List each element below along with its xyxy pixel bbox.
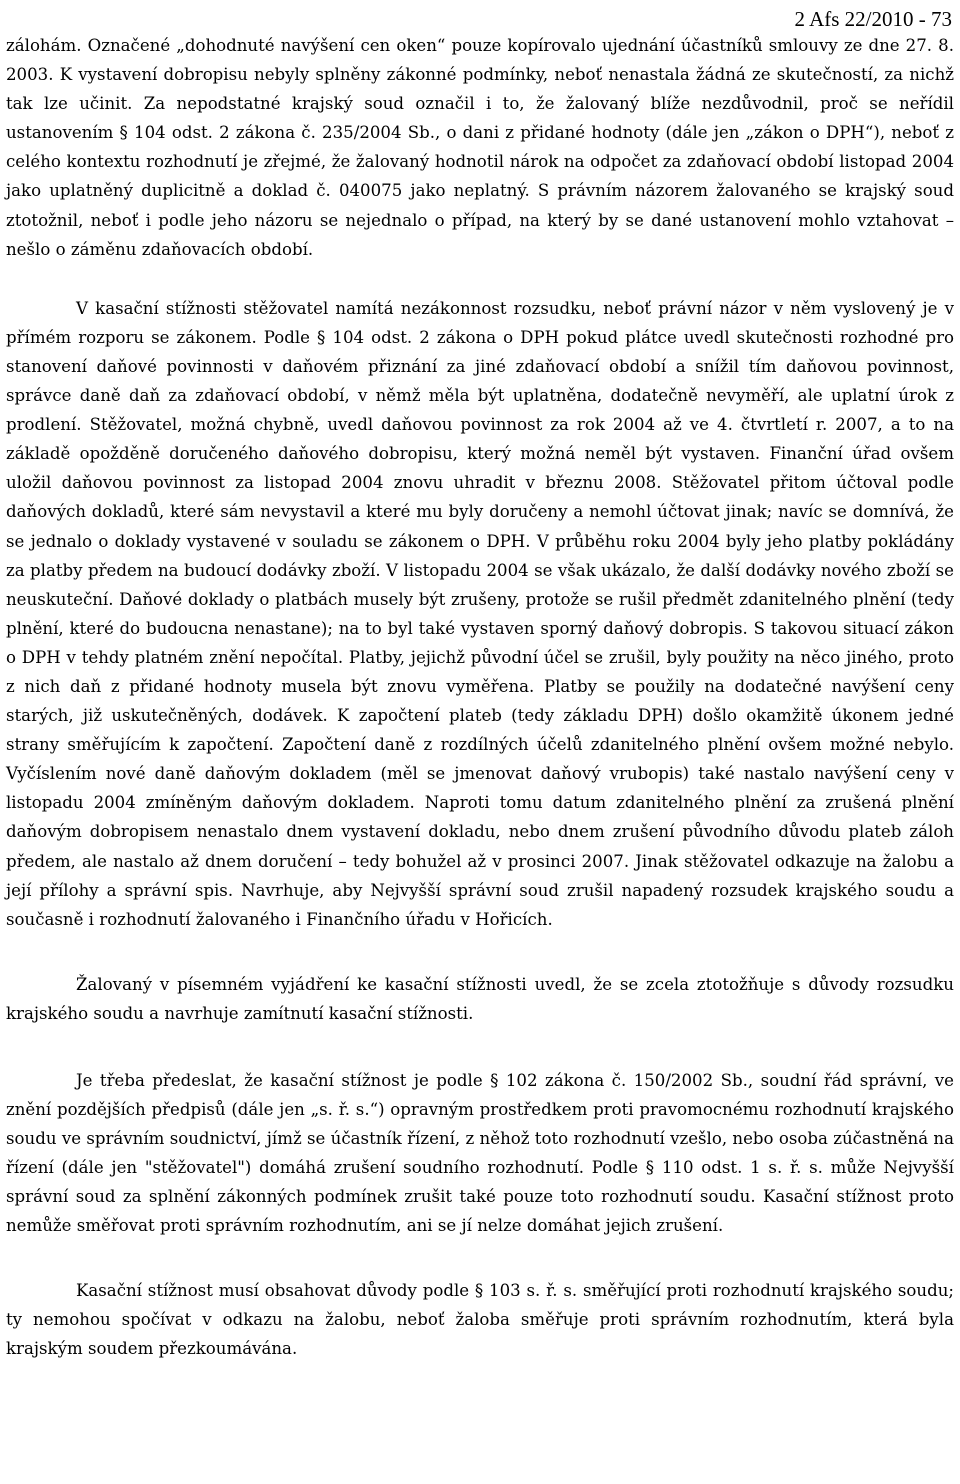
paragraph-cassation-complaint: V kasační stížnosti stěžovatel namítá nezákonnost rozsudku, neboť právní názor v něm vyslovený je v přímém rozporu se zákonem. Podle § 104 odst. 2 zákona o DPH pokud plátce uvedl skutečnosti rozhodné pro stanovení daňové povinnosti v daňovém přiznání za jiné zdaňovací období a snížil tím daňovou povinnost, správce daně daň za zdaňovací období, v němž měla být uplatněna, dodatečně nevyměří, ale uplatní úrok z prodlení. Stěžovatel, možná chybně, uvedl daňovou povinnost za rok 2004 až ve 4. čtvrtletí r. 2007, a to na základě opožděně doručeného daňového dobropisu, který možná neměl být vystaven. Finanční úřad ovšem uložil daňovou povinnost za listopad 2004 znovu uhradit v březnu 2008. Stěžovatel přitom účtoval podle daňových dokladů, které sám nevystavil a které mu byly doručeny a nemohl účtovat jinak; navíc se domnívá, že se jednalo o doklady vystavené v souladu se zákonem o DPH. V průběhu roku 2004 byly jeho platby pokládány za platby předem na budoucí dodávky zboží. V listopadu 2004 se však ukázalo, že další dodávky nového zboží se neuskuteční. Daňové doklady o platbách musely být zrušeny, protože se rušil předmět zdanitelného plnění (tedy plnění, které do budoucna nenastane); na to byl také vystaven sporný daňový dobropis. S takovou situací zákon o DPH v tehdy platném znění nepočítal. Platby, jejichž původní účel se zrušil, byly použity na něco jiného, proto z nich daň z přidané hodnoty musela být znovu vyměřena. Platby se použily na dodatečné navýšení ceny starých, již uskutečněných, dodávek. K započtení plateb (tedy základu DPH) došlo okamžitě úkonem jedné strany směřujícím k započtení. Započtení daně z rozdílných účelů zdanitelného plnění ovšem možné nebylo. Vyčíslením nové daně daňovým dokladem (měl se jmenovat daňový vrubopis) také nastalo navýšení ceny v listopadu 2004 zmíněným daňovým dokladem. Naproti tomu datum zdanitelného plnění za zrušená plnění daňovým dobropisem nenastalo dnem vystavení dokladu, nebo dnem zrušení původního důvodu plateb záloh předem, ale nastalo až dnem doručení – tedy bohužel až v prosinci 2007. Jinak stěžovatel odkazuje na žalobu a její přílohy a správní spis. Navrhuje, aby Nejvyšší správní soud zrušil napadený rozsudek krajského soudu a současně i rozhodnutí žalovaného i Finančního úřadu v Hořicích.: [6, 298, 954, 929]
paragraph-legal-framework: Je třeba předeslat, že kasační stížnost je podle § 102 zákona č. 150/2002 Sb., soudní řád správní, ve znění pozdějších předpisů (dále jen „s. ř. s.“) opravným prostředkem proti pravomocnému rozhodnutí krajského soudu ve správním soudnictví, jímž se účastník řízení, z něhož toto rozhodnutí vzešlo, nebo osoba zúčastněná na řízení (dále jen "stěžovatel") domáhá zrušení soudního rozhodnutí. Podle § 110 odst. 1 s. ř. s. může Nejvyšší správní soud za splnění zákonných podmínek zrušit také pouze toto rozhodnutí soudu. Kasační stížnost proto nemůže směřovat proti správním rozhodnutím, ani se jí nelze domáhat jejich zrušení.: [6, 1071, 954, 1236]
paragraph-grounds-requirement: Kasační stížnost musí obsahovat důvody podle § 103 s. ř. s. směřující proti rozhodnutí krajského soudu; ty nemohou spočívat v odkazu na žalobu, neboť žaloba směřuje proti správním rozhodnutím, která byla krajským soudem přezkoumávána.: [6, 1280, 954, 1358]
paragraph-defendant-response: Žalovaný v písemném vyjádření ke kasační stížnosti uvedl, že se zcela ztotožňuje s důvody rozsudku krajského soudu a navrhuje zamítnutí kasační stížnosti.: [6, 974, 954, 1023]
case-number-header: 2 Afs 22/2010 - 73: [794, 7, 952, 31]
paragraph-regional-court-reasoning: zálohám. Označené „dohodnuté navýšení cen oken“ pouze kopírovalo ujednání účastníků smlouvy ze dne 27. 8. 2003. K vystavení dobropisu nebyly splněny zákonné podmínky, neboť nenastala žádná ze skutečností, za nichž tak lze učinit. Za nepodstatné krajský soud označil i to, že žalovaný blíže nezdůvodnil, proč se neřídil ustanovením § 104 odst. 2 zákona č. 235/2004 Sb., o dani z přidané hodnoty (dále jen „zákon o DPH“), neboť z celého kontextu rozhodnutí je zřejmé, že žalovaný hodnotil nárok na odpočet za zdaňovací období listopad 2004 jako uplatněný duplicitně a doklad č. 040075 jako neplatný. S právním názorem žalovaného se krajský soud ztotožnil, neboť i podle jeho názoru se nejednalo o případ, na který by se dané ustanovení mohlo vztahovat – nešlo o záměnu zdaňovacích období.: [6, 36, 954, 259]
